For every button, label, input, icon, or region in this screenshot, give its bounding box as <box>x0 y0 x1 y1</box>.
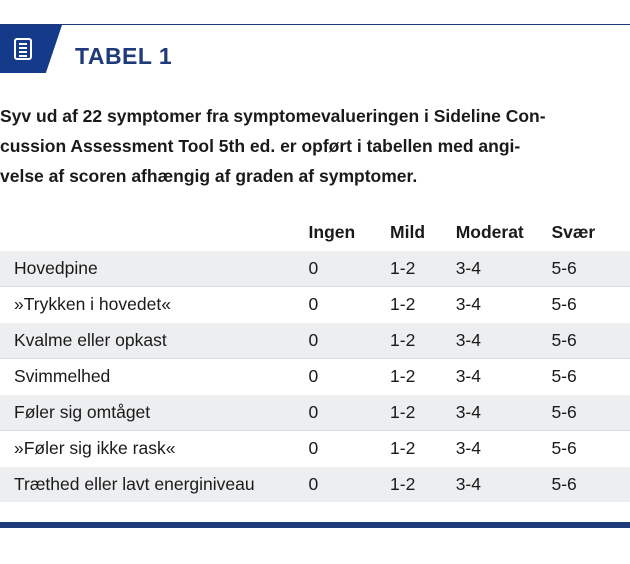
symptom-name: »Føler sig ikke rask« <box>0 431 309 467</box>
caption-line-1: Syv ud af 22 symptomer fra symptomevalueringen i Sideline Con- <box>0 106 546 126</box>
score-ingen: 0 <box>309 431 390 467</box>
symptom-name: Svimmelhed <box>0 359 309 395</box>
column-header-moderat: Moderat <box>455 221 524 242</box>
symptom-name: Kvalme eller opkast <box>0 323 309 359</box>
score-mild: 1-2 <box>390 395 456 431</box>
symptom-name: »Trykken i hovedet« <box>0 287 309 323</box>
table-row <box>0 395 630 431</box>
score-moderat: 3-4 <box>456 251 552 287</box>
symptom-name: Føler sig omtåget <box>0 395 309 431</box>
score-ingen: 0 <box>309 323 390 359</box>
score-svaer: 5-6 <box>551 431 630 467</box>
column-header-svaer: Svær <box>551 221 596 242</box>
table-row <box>0 323 630 359</box>
table-row <box>0 467 630 503</box>
bottom-rule <box>0 522 630 528</box>
score-moderat: 3-4 <box>456 467 552 503</box>
symptom-name: Hovedpine <box>0 251 309 287</box>
score-svaer: 5-6 <box>551 287 630 323</box>
score-mild: 1-2 <box>390 467 456 503</box>
column-header-symptom <box>0 214 309 251</box>
column-header-mild: Mild <box>390 221 426 242</box>
caption-line-3: velse af scoren afhængig af graden af symptomer. <box>0 166 418 186</box>
table-row <box>0 287 630 323</box>
column-header-ingen: Ingen <box>308 221 356 242</box>
symptom-table <box>0 214 630 502</box>
score-moderat: 3-4 <box>456 359 552 395</box>
score-svaer: 5-6 <box>551 467 630 503</box>
score-moderat: 3-4 <box>456 395 552 431</box>
score-mild: 1-2 <box>390 431 456 467</box>
score-mild: 1-2 <box>390 287 456 323</box>
table-row <box>0 251 630 287</box>
table-caption <box>0 101 610 191</box>
document-list-icon <box>14 38 32 60</box>
score-svaer: 5-6 <box>551 323 630 359</box>
caption-line-2: cussion Assessment Tool 5th ed. er opført i tabellen med angi- <box>0 136 521 156</box>
score-moderat: 3-4 <box>456 323 552 359</box>
score-svaer: 5-6 <box>551 359 630 395</box>
symptom-name: Træthed eller lavt energiniveau <box>0 467 309 503</box>
score-svaer: 5-6 <box>551 395 630 431</box>
score-mild: 1-2 <box>390 251 456 287</box>
score-ingen: 0 <box>309 395 390 431</box>
score-ingen: 0 <box>309 467 390 503</box>
score-moderat: 3-4 <box>456 431 552 467</box>
score-ingen: 0 <box>309 287 390 323</box>
table-row <box>0 431 630 467</box>
table-title: TABEL 1 <box>75 43 173 69</box>
score-ingen: 0 <box>309 251 390 287</box>
table-row <box>0 359 630 395</box>
score-mild: 1-2 <box>390 359 456 395</box>
score-mild: 1-2 <box>390 323 456 359</box>
score-ingen: 0 <box>309 359 390 395</box>
score-moderat: 3-4 <box>456 287 552 323</box>
top-rule <box>0 24 630 25</box>
score-svaer: 5-6 <box>551 251 630 287</box>
table-header-row <box>0 214 630 251</box>
header-badge <box>0 25 62 73</box>
